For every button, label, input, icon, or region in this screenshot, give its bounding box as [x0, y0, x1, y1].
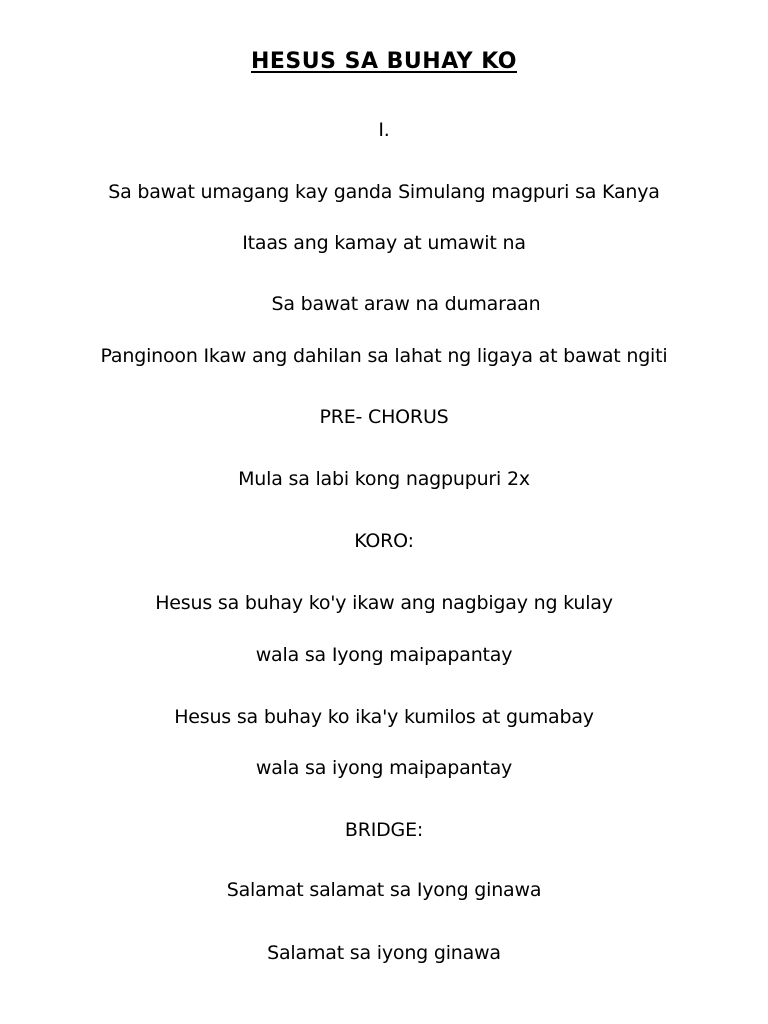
verse-marker: I. [378, 119, 390, 141]
lyric-line: Itaas ang kamay at umawit na [242, 232, 526, 254]
lyric-line: Panginoon Ikaw ang dahilan sa lahat ng ligaya at bawat ngiti [100, 345, 668, 367]
song-title: HESUS SA BUHAY KO [250, 49, 517, 74]
lyric-line: Sa bawat araw na dumaraan [271, 293, 541, 315]
lyric-line: wala sa iyong maipapantay [255, 757, 513, 779]
section-heading-pre-chorus: PRE- CHORUS [319, 406, 449, 428]
lyric-line: Hesus sa buhay ko ika'y kumilos at gumabay [174, 706, 594, 728]
section-heading-bridge: BRIDGE: [344, 819, 424, 841]
lyric-line: Sa bawat umagang kay ganda Simulang magpuri sa Kanya [108, 181, 660, 203]
lyric-line: Mula sa labi kong nagpupuri 2x [238, 468, 530, 490]
lyric-line: wala sa Iyong maipapantay [255, 644, 513, 666]
section-heading-koro: KORO: [354, 530, 414, 552]
lyric-line: Hesus sa buhay ko'y ikaw ang nagbigay ng kulay [155, 592, 613, 614]
lyric-line: Salamat salamat sa Iyong ginawa [226, 879, 542, 901]
lyric-line: Salamat sa iyong ginawa [267, 942, 501, 964]
